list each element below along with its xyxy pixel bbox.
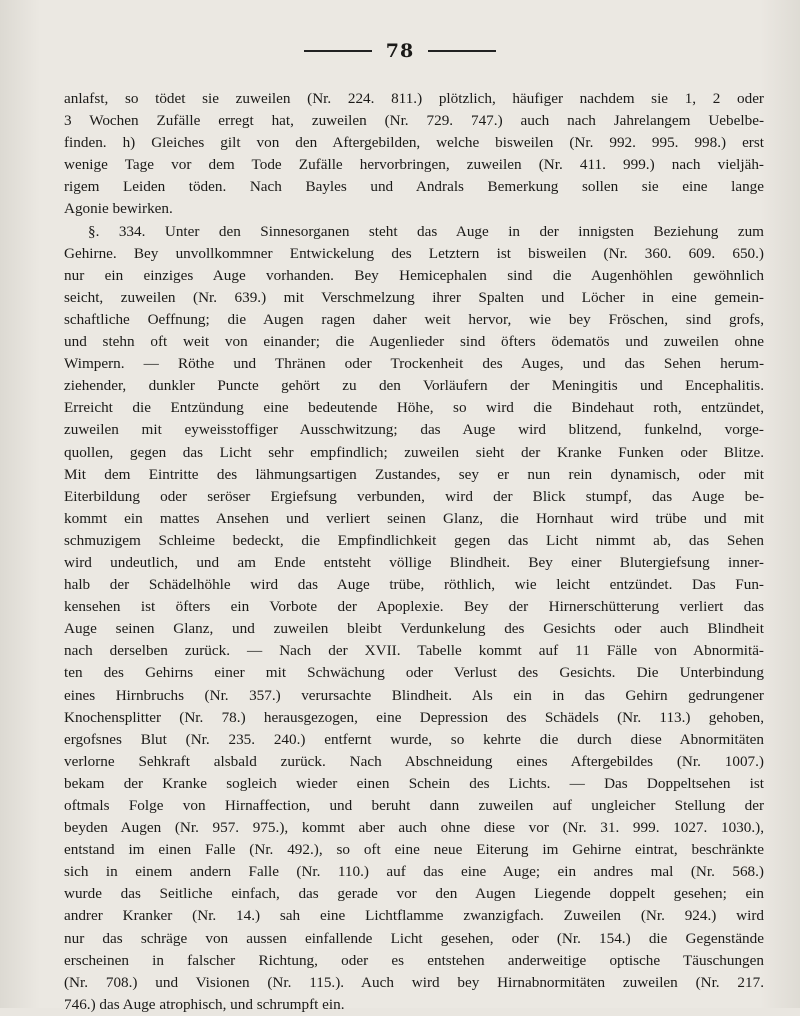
text-line: zuweilen mit eyweisstoffiger Ausschwitzung; das Auge wird blitzend, funkelnd, vorge- [64, 421, 764, 439]
text-line: schmuzigem Schleime bedeckt, die Empfindlichkeit gegen das Licht nimmt ab, das Sehen [64, 531, 764, 549]
text-line: wird undeutlich, und am Ende entsteht völlige Blindheit. Bey einer Blutergiefsung inner- [64, 553, 764, 571]
text-line: ergofsnes Blut (Nr. 235. 240.) entfernt wurde, so kehrte die durch diese Abnormitäten [64, 730, 764, 748]
text-line: Auge seinen Glanz, und zuweilen bleibt Verdunkelung des Gesichts oder auch Blindheit [64, 620, 764, 638]
header-rule-left [304, 50, 372, 52]
page-header [0, 40, 800, 62]
text-line: Agonie bewirken. [64, 200, 173, 218]
text-line: nach derselben zurück. — Nach der XVII. Tabelle kommt auf 11 Fälle von Abnormitä- [64, 642, 764, 660]
text-line: halb der Schädelhöhle wird das Auge trübe, röthlich, wie leicht entzündet. Das Fun- [64, 576, 764, 594]
text-line: und stehn oft weit von einander; die Augenlieder sind öfters ödematös und zuweilen ohne [64, 333, 764, 351]
text-line: anlafst, so tödet sie zuweilen (Nr. 224. 811.) plötzlich, häufiger nachdem sie 1, 2 oder [64, 90, 764, 107]
text-line: verlorne Sehkraft alsbald zurück. Nach Abschneidung eines Aftergebildes (Nr. 1007.) [64, 752, 764, 770]
text-line: seicht, zuweilen (Nr. 639.) mit Verschmelzung ihrer Spalten und Löcher in eine gemein- [64, 288, 764, 306]
text-line: kommt ein mattes Ansehen und verliert seinen Glanz, die Hornhaut wird trübe und mit [64, 509, 764, 527]
text-line: entstand im einen Falle (Nr. 492.), so oft eine neue Eiterung im Gehirne eintrat, beschränkte [64, 841, 764, 859]
text-line: Gehirne. Bey unvollkommner Entwickelung des Letztern ist bisweilen (Nr. 360. 609. 650.) [64, 244, 764, 262]
text-line: nur das schräge von aussen einfallende Licht gesehen, oder (Nr. 154.) die Gegenstände [64, 929, 764, 947]
text-line: erscheinen in falscher Richtung, oder es entstehen anderweitige optische Täuschungen [64, 951, 764, 969]
text-line: nur ein einziges Auge vorhanden. Bey Hemicephalen sind die Augenhöhlen gewöhnlich [64, 266, 764, 284]
text-line: finden. h) Gleiches gilt von den Aftergebilden, welche bisweilen (Nr. 992. 995. 998.) erst [64, 134, 764, 152]
text-line: Erreicht die Entzündung eine bedeutende Höhe, so wird die Bindehaut roth, entzündet, [64, 399, 764, 417]
text-line: §. 334. Unter den Sinnesorganen steht das Auge in der innigsten Beziehung zum [88, 222, 764, 240]
text-line: schaftliche Oeffnung; die Augen ragen daher weit hervor, wie bey Fröschen, sind grofs, [64, 310, 764, 328]
text-line: (Nr. 708.) und Visionen (Nr. 115.). Auch wird bey Hirnabnormitäten zuweilen (Nr. 217. [64, 973, 764, 991]
text-line: oftmals Folge von Hirnaffection, und beruht dann zuweilen auf ungleicher Stellung der [64, 797, 764, 814]
text-line: rigem Leiden töden. Nach Bayles und Andrals Bemerkung sollen sie eine lange [64, 178, 764, 196]
text-line: quollen, gegen das Licht sehr empfindlich; zuweilen sieht der Kranke Funken oder Blitze. [64, 443, 764, 461]
text-line: bekam der Kranke sogleich wieder einen Schein des Lichts. — Das Doppeltsehen ist [64, 774, 764, 792]
body-text [64, 88, 764, 1016]
text-line: beyden Augen (Nr. 957. 975.), kommt aber auch ohne diese vor (Nr. 31. 999. 1027. 1030.), [64, 819, 764, 837]
text-line: eines Hirnbruchs (Nr. 357.) verursachte Blindheit. Als ein in das Gehirn gedrungener [64, 686, 764, 704]
text-line: ten des Gehirns einer mit Schwächung oder Verlust des Gesichts. Die Unterbindung [64, 664, 764, 682]
page-number: 78 [385, 40, 415, 62]
text-line: sich in einem andern Falle (Nr. 110.) auf das eine Auge; ein andres mal (Nr. 568.) [64, 863, 764, 881]
text-line: Wimpern. — Röthe und Thränen oder Trockenheit des Auges, und das Sehen herum- [64, 355, 764, 373]
text-line: andrer Kranker (Nr. 14.) sah eine Lichtflamme zwanzigfach. Zuweilen (Nr. 924.) wird [64, 907, 764, 925]
text-line: Knochensplitter (Nr. 78.) herausgezogen, eine Depression des Schädels (Nr. 113.) gehoben, [64, 708, 764, 726]
header-rule-right [428, 50, 496, 52]
text-line: 746.) das Auge atrophisch, und schrumpft ein. [64, 995, 345, 1013]
text-line: wurde das Seitliche einfach, das gerade vor den Augen Liegende doppelt gesehen; ein [64, 885, 764, 903]
text-line: Mit dem Eintritte des lähmungsartigen Zustandes, sey er nun rein dynamisch, oder mit [64, 465, 764, 483]
text-line: wenige Tage vor dem Tode Zufälle hervorbringen, zuweilen (Nr. 411. 999.) nach vieljäh- [64, 156, 764, 174]
text-line: 3 Wochen Zufälle erregt hat, zuweilen (Nr. 729. 747.) auch nach Jahrelangem Uebelbe- [64, 112, 764, 130]
text-line: Eiterbildung oder seröser Ergiefsung verbunden, wird der Blick stumpf, das Auge be- [64, 487, 764, 505]
text-line: kensehen ist öfters ein Vorbote der Apoplexie. Bey der Hirnerschütterung verliert das [64, 598, 764, 616]
text-line: ziehender, dunkler Puncte gehört zu den Vorläufern der Meningitis und Encephalitis. [64, 377, 764, 395]
